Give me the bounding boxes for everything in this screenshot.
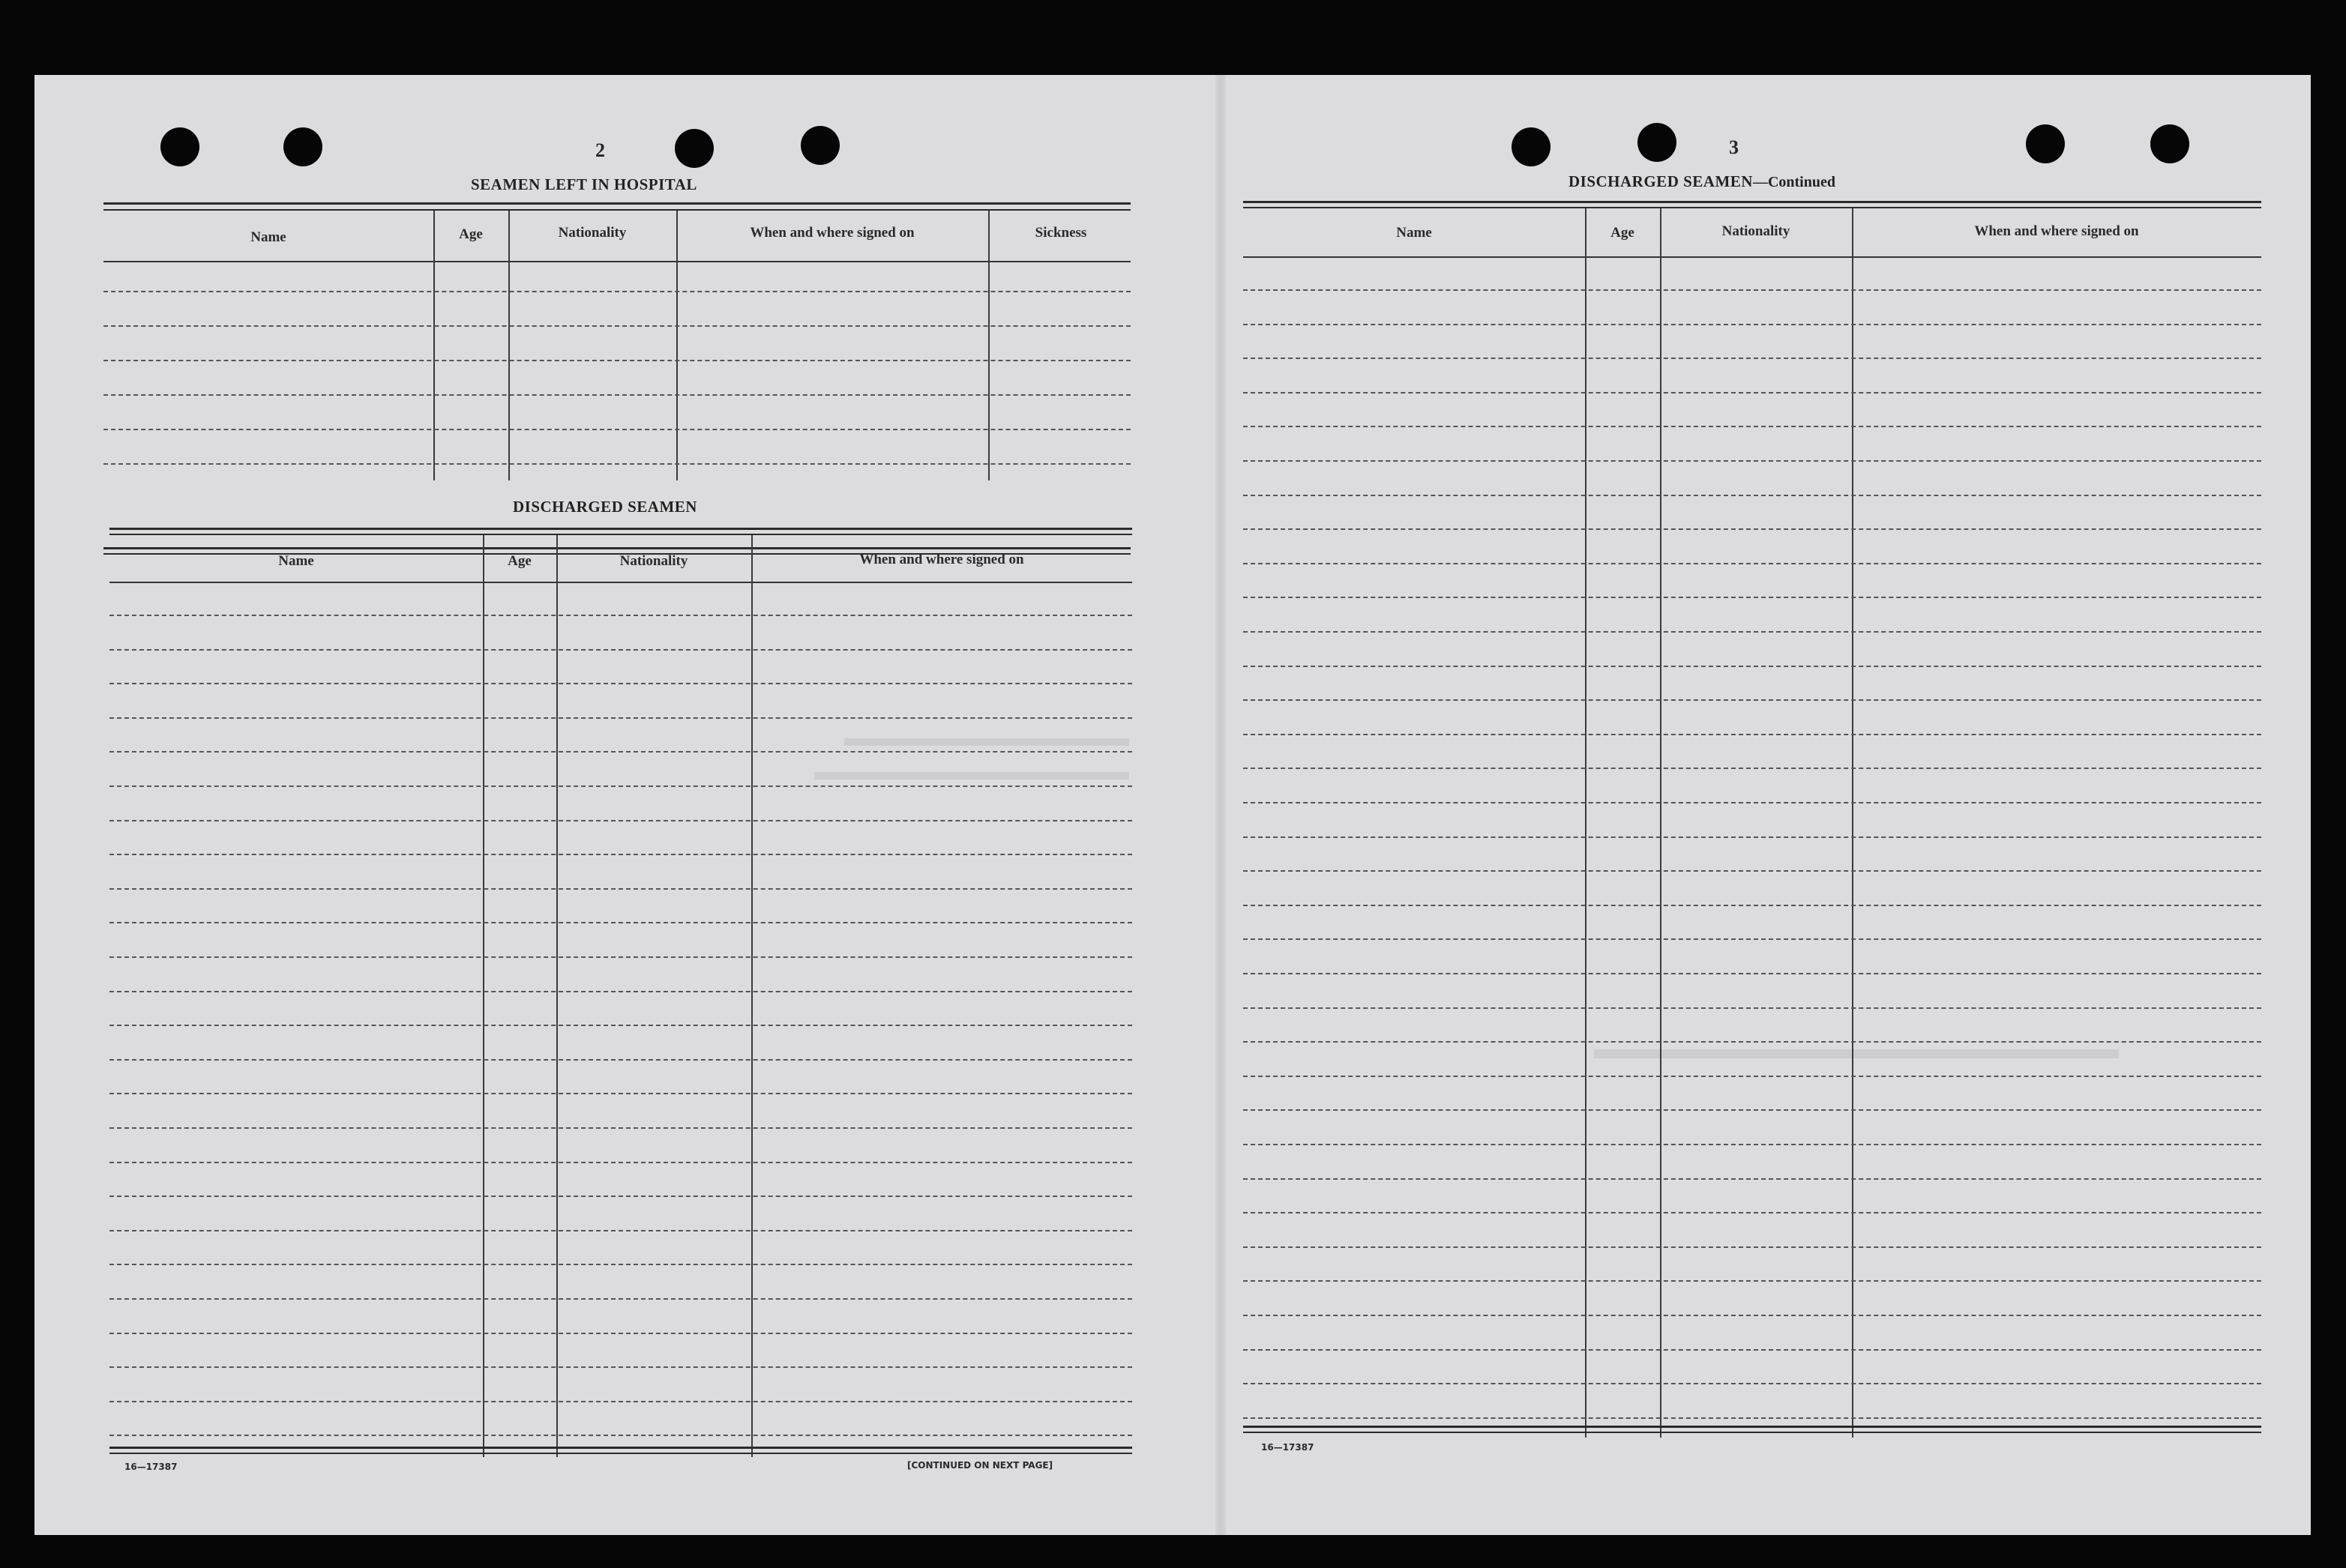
punch-hole xyxy=(675,129,714,168)
table-top-rule xyxy=(103,202,1131,205)
table-row xyxy=(109,1230,1132,1231)
table-row xyxy=(1243,460,2261,462)
table-row xyxy=(109,1127,1132,1129)
col-header-name: Name xyxy=(250,229,286,245)
table-row xyxy=(109,1093,1132,1094)
table-row xyxy=(1243,392,2261,393)
discharged-continued-title-suffix: —Continued xyxy=(1752,174,1835,190)
table-row xyxy=(109,751,1132,753)
header-underline xyxy=(103,261,1131,262)
col-header-nationality: Nationality xyxy=(619,553,688,569)
table-row xyxy=(1243,768,2261,769)
table-row xyxy=(109,1059,1132,1061)
table-row xyxy=(1243,836,2261,838)
table-row xyxy=(109,615,1132,616)
table-row xyxy=(1243,1212,2261,1213)
table-row xyxy=(109,991,1132,992)
table-row xyxy=(109,683,1132,684)
col-header-name: Name xyxy=(278,553,314,569)
table-row xyxy=(109,1435,1132,1436)
table-row xyxy=(109,820,1132,821)
table-row xyxy=(109,1264,1132,1265)
col-header-nationality: Nationality xyxy=(558,225,627,241)
table-row xyxy=(103,360,1131,361)
table-row xyxy=(1243,802,2261,803)
table-row xyxy=(1243,1007,2261,1009)
discharged-section-title: DISCHARGED SEAMEN xyxy=(513,498,697,516)
table-row xyxy=(1243,1349,2261,1351)
hospital-section-title: SEAMEN LEFT IN HOSPITAL xyxy=(471,175,697,193)
table-bottom-rule xyxy=(109,1453,1132,1454)
table-row xyxy=(1243,1076,2261,1077)
col-header-signed-on: When and where signed on xyxy=(750,225,915,241)
table-row xyxy=(109,649,1132,651)
col-header-name: Name xyxy=(1396,225,1432,241)
table-row xyxy=(103,325,1131,327)
col-header-signed-on: When and where signed on xyxy=(859,552,1024,567)
col-header-age: Age xyxy=(1610,225,1634,241)
punch-hole xyxy=(160,127,199,166)
table-row xyxy=(1243,666,2261,667)
table-row xyxy=(1243,1144,2261,1145)
table-row xyxy=(1243,495,2261,496)
col-header-age: Age xyxy=(459,226,483,242)
table-row xyxy=(1243,1041,2261,1043)
table-row xyxy=(1243,938,2261,940)
table-bottom-rule xyxy=(1243,1432,2261,1433)
table-row xyxy=(1243,905,2261,906)
table-top-rule xyxy=(109,534,1132,535)
table-row xyxy=(109,1195,1132,1197)
table-bottom-rule xyxy=(1243,1426,2261,1428)
column-divider xyxy=(676,211,678,480)
table-row xyxy=(1243,1417,2261,1419)
table-row xyxy=(1243,1178,2261,1180)
table-row xyxy=(1243,289,2261,291)
punch-hole xyxy=(1637,123,1676,162)
table-row xyxy=(103,429,1131,430)
table-row xyxy=(109,1333,1132,1334)
table-row xyxy=(1243,973,2261,974)
table-row xyxy=(109,956,1132,958)
table-top-rule xyxy=(1243,207,2261,208)
table-row xyxy=(1243,1109,2261,1111)
table-row xyxy=(1243,699,2261,701)
table-row xyxy=(109,854,1132,855)
column-divider xyxy=(751,535,753,1457)
table-row xyxy=(109,1025,1132,1026)
table-row xyxy=(1243,426,2261,427)
table-row xyxy=(1243,1280,2261,1282)
discharged-continued-table xyxy=(1243,201,2261,1513)
document-sheet xyxy=(34,75,2311,1535)
header-underline xyxy=(1243,256,2261,258)
table-row xyxy=(109,922,1132,923)
punch-hole xyxy=(283,127,322,166)
table-row xyxy=(1243,1315,2261,1316)
table-row xyxy=(103,291,1131,292)
table-row xyxy=(109,1366,1132,1368)
table-row xyxy=(1243,597,2261,598)
column-divider xyxy=(988,211,990,480)
discharged-table xyxy=(109,528,1132,1457)
page-gutter xyxy=(1215,75,1226,1535)
discharged-continued-title-main: DISCHARGED SEAMEN xyxy=(1568,172,1753,190)
punch-hole xyxy=(2026,124,2065,163)
column-divider xyxy=(433,211,435,480)
form-number: 16—17387 xyxy=(124,1462,178,1472)
table-row xyxy=(1243,1246,2261,1248)
col-header-signed-on: When and where signed on xyxy=(1974,223,2139,239)
table-row xyxy=(109,888,1132,890)
table-row xyxy=(109,1401,1132,1402)
table-top-rule xyxy=(103,209,1131,211)
table-row xyxy=(1243,734,2261,735)
column-divider xyxy=(556,535,558,1457)
form-number: 16—17387 xyxy=(1261,1442,1314,1453)
table-row xyxy=(1243,870,2261,872)
table-bottom-rule xyxy=(109,1447,1132,1449)
col-header-sickness: Sickness xyxy=(1035,225,1087,241)
table-top-rule xyxy=(1243,201,2261,203)
right-page-number: 3 xyxy=(1729,136,1739,158)
table-row xyxy=(109,717,1132,719)
header-underline xyxy=(109,582,1132,583)
discharged-continued-title xyxy=(1568,172,1835,191)
table-row xyxy=(109,1298,1132,1300)
col-header-age: Age xyxy=(508,553,532,569)
table-row xyxy=(1243,358,2261,359)
table-top-rule xyxy=(109,528,1132,530)
column-divider xyxy=(483,535,484,1457)
col-header-nationality: Nationality xyxy=(1721,223,1790,239)
punch-hole xyxy=(1512,127,1551,166)
column-divider xyxy=(508,211,510,480)
table-row xyxy=(1243,563,2261,564)
continued-note: [CONTINUED ON NEXT PAGE] xyxy=(907,1460,1053,1471)
table-row xyxy=(1243,631,2261,633)
table-row xyxy=(1243,324,2261,325)
punch-hole xyxy=(801,126,840,165)
table-row xyxy=(1243,528,2261,530)
table-row xyxy=(109,785,1132,787)
table-row xyxy=(1243,1383,2261,1384)
table-row xyxy=(109,1162,1132,1163)
punch-hole xyxy=(2150,124,2189,163)
table-row xyxy=(103,394,1131,396)
left-page-number: 2 xyxy=(595,139,605,161)
table-row xyxy=(103,463,1131,465)
